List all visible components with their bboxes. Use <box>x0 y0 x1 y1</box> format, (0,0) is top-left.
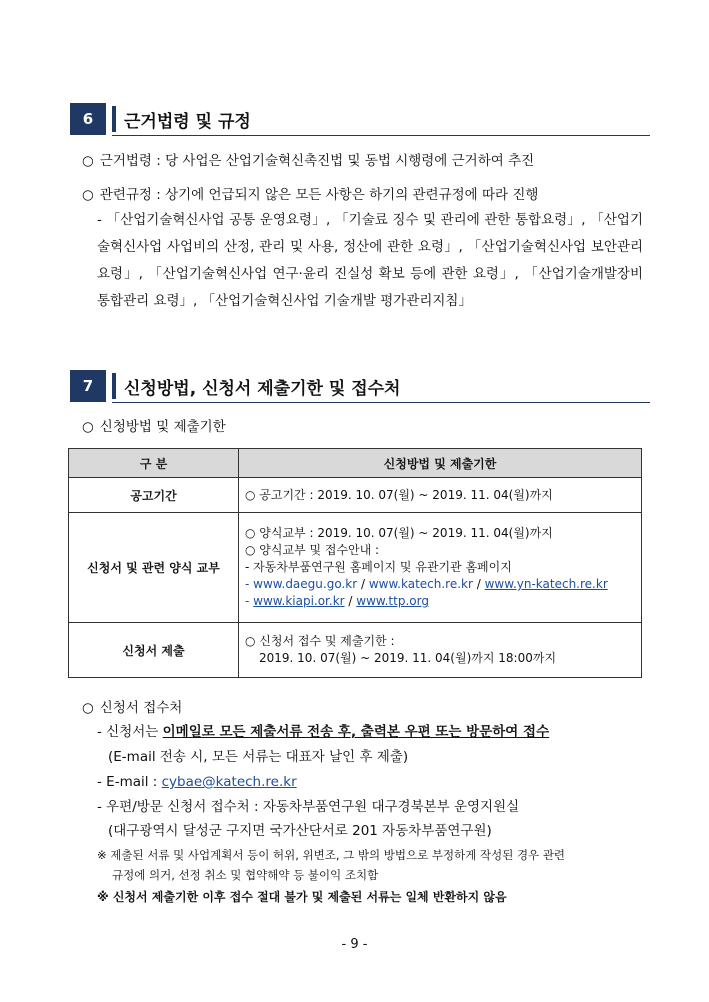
subheading-method: ○ 신청방법 및 제출기한 <box>82 419 226 435</box>
section-number: 6 <box>70 103 106 135</box>
section-7-header <box>70 370 650 402</box>
link-yn-katech[interactable]: www.yn-katech.re.kr <box>484 577 608 591</box>
application-table <box>68 448 642 678</box>
row-content: ○ 신청서 접수 및 제출기한 : 2019. 10. 07(월) ~ 2019. 11. 04(월)까지 18:00까지 <box>239 623 642 678</box>
section-bar <box>112 106 116 132</box>
bullet-circle-icon: ○ <box>82 153 94 169</box>
email-link[interactable]: cybae@katech.re.kr <box>161 774 297 790</box>
reception-email: - E-mail : cybae@katech.re.kr <box>97 774 297 790</box>
table-row <box>69 478 642 513</box>
table-header: 구 분 <box>69 449 239 478</box>
reception-line-2: (E-mail 전송 시, 모든 서류는 대표자 날인 후 제출) <box>108 749 409 765</box>
subheading-reception: ○ 신청서 접수처 <box>82 700 183 716</box>
section-title: 근거법령 및 규정 <box>124 112 251 132</box>
row-content: ○ 양식교부 : 2019. 10. 07(월) ~ 2019. 11. 04(월)까지 ○ 양식교부 및 접수안내 : - 자동차부품연구원 홈페이지 및 유관기관 홈페이지 - www.daegu.go.kr / www.katech.re.kr / www.yn-katech.re.kr - www.kiapi.or.kr / www.ttp.org <box>239 513 642 623</box>
table-header: 신청방법 및 제출기한 <box>239 449 642 478</box>
link-daegu[interactable]: www.daegu.go.kr <box>253 577 358 591</box>
section-6-header <box>70 103 650 135</box>
row-label: 신청서 제출 <box>69 623 239 678</box>
note-2: ※ 신청서 제출기한 이후 접수 절대 불가 및 제출된 서류는 일체 반환하지 않음 <box>97 890 507 904</box>
section-rule <box>112 135 650 136</box>
reception-line-1: - 신청서는 이메일로 모든 제출서류 전송 후, 출력본 우편 또는 방문하여 접수 <box>97 724 550 740</box>
note-1b: 규정에 의거, 선정 취소 및 협약해약 등 불이익 조치함 <box>112 868 379 882</box>
link-ttp[interactable]: www.ttp.org <box>356 594 429 608</box>
link-kiapi[interactable]: www.kiapi.or.kr <box>253 594 345 608</box>
table-header-row <box>69 449 642 478</box>
note-1a: ※ 제출된 서류 및 사업계획서 등이 허위, 위변조, 그 밖의 방법으로 부정하게 작성된 경우 관련 <box>97 848 566 862</box>
section-title: 신청방법, 신청서 제출기한 및 접수처 <box>124 379 401 399</box>
bullet-circle-icon: ○ <box>82 419 94 435</box>
reception-line-4: - 우편/방문 신청서 접수처 : 자동차부품연구원 대구경북본부 운영지원실 <box>97 799 520 815</box>
section-rule <box>112 402 650 403</box>
page-number: - 9 - <box>341 937 368 952</box>
bullet-circle-icon: ○ <box>82 187 94 203</box>
table-row <box>69 513 642 623</box>
section-number: 7 <box>70 370 106 402</box>
table-row <box>69 623 642 678</box>
item-legal-basis: ○ 근거법령 : 당 사업은 산업기술혁신촉진법 및 동법 시행령에 근거하여 추진 <box>82 153 535 169</box>
row-content: ○ 공고기간 : 2019. 10. 07(월) ~ 2019. 11. 04(월)까지 <box>239 478 642 513</box>
bullet-circle-icon: ○ <box>82 700 94 716</box>
reception-line-5: (대구광역시 달성군 구지면 국가산단서로 201 자동차부품연구원) <box>108 823 492 839</box>
section-bar <box>112 373 116 399</box>
link-katech[interactable]: www.katech.re.kr <box>368 577 473 591</box>
row-label: 공고기간 <box>69 478 239 513</box>
item-related-rules: ○ 관련규정 : 상기에 언급되지 않은 모든 사항은 하기의 관련규정에 따라 진행 <box>82 187 539 203</box>
regulation-list: - 「산업기술혁신사업 공통 운영요령」, 「기술료 징수 및 관리에 관한 통합요령」, 「산업기술혁신사업 사업비의 산정, 관리 및 사용, 정산에 관한 요령」, 「산업기술혁신사업 보안관리요령」, 「산업기술혁신사업 연구·윤리 진실성 확보 등에 관한 요령」, 「산업기술개발장비 통합관리 요령」, 「산업기술혁신사업 기술개발 평가관리지침」 <box>97 212 643 309</box>
row-label: 신청서 및 관련 양식 교부 <box>69 513 239 623</box>
